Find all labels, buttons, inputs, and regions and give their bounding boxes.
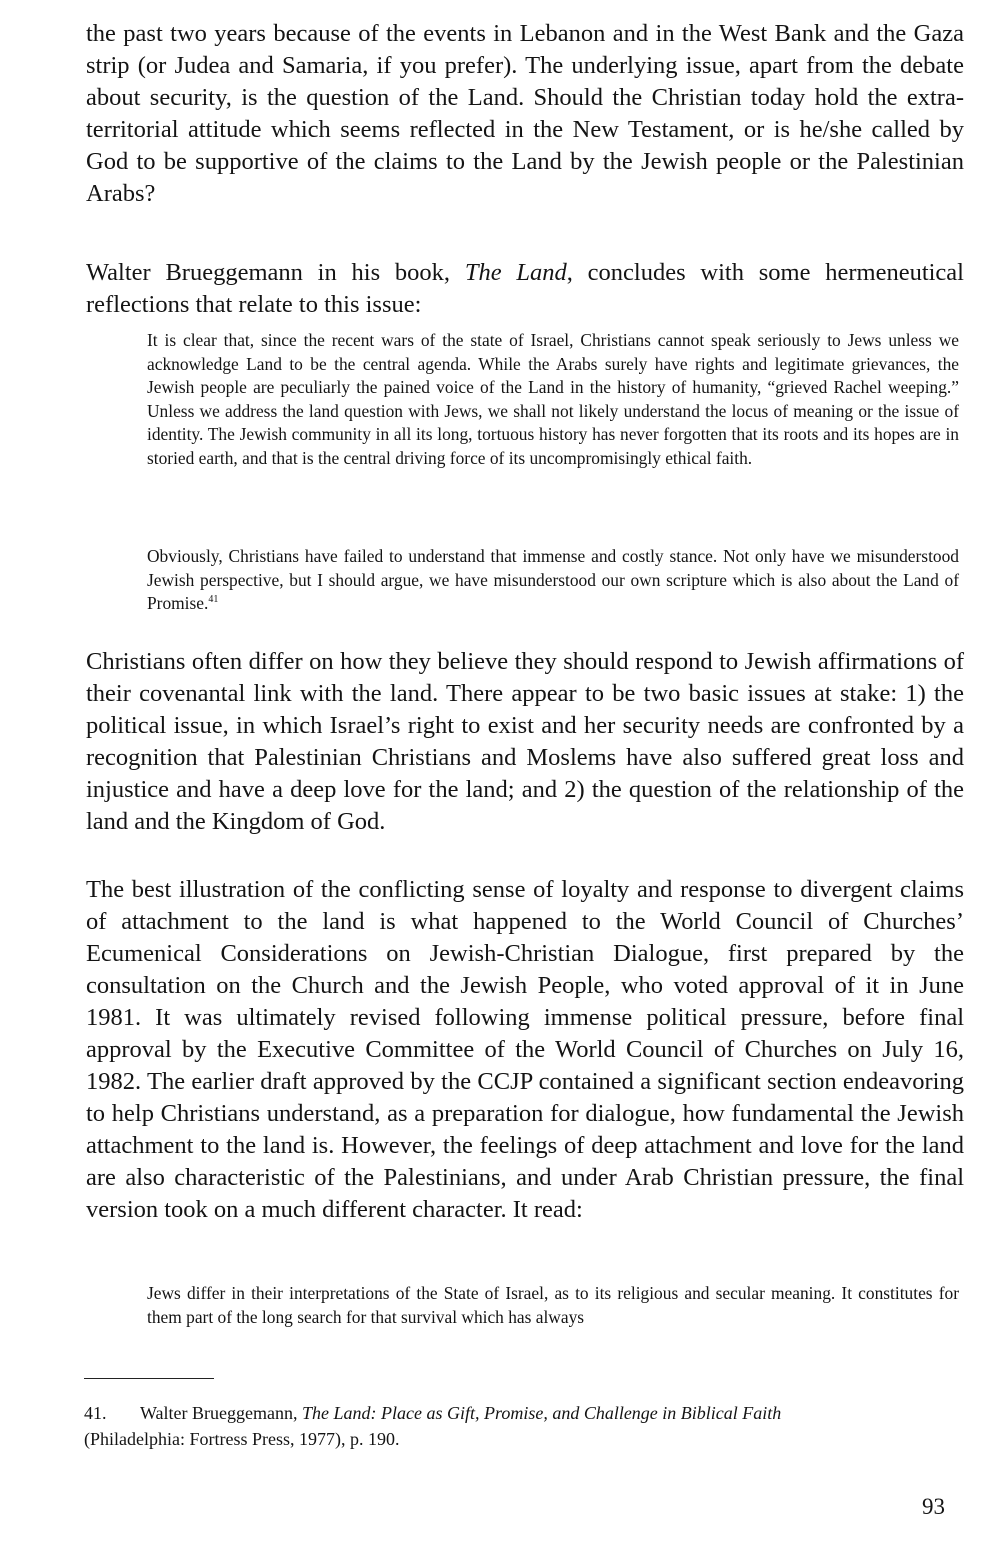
paragraph-text: The best illustration of the conflicting sense of loyalty and response to divergent claims of attachment to the land is what happened to the World Council of Churches’ Ecumenical Considerations on Jewish-Christian Dialogue, first prepared by the consultation on the Church and the Jewish People, who voted approval of it in June 1981. It was ultimately revised following immense political pressure, before final approval by the Executive Committee of the World Council of Churches on July 16, 1982. The earlier draft approved by the CCJP contained a significant section endeavoring to help Christians understand, as a preparation for dialogue, how fundamental the Jewish attachment to the land is. However, the feelings of deep attachment and love for the land are also characteristic of the Palestinians, and under Arab Christian pressure, the final version took on a much different character. It read: [86, 876, 964, 1223]
quote-text: Jews differ in their interpretations of the State of Israel, as to its religious and secular meaning. It constitutes for them part of the long search for that survival which has always [147, 1283, 959, 1327]
paragraph-text: Christians often differ on how they believe they should respond to Jewish affirmations of their covenantal link with the land. There appear to be two basic issues at stake: 1) the political issue, in which Israel’s right to exist and her security needs are confronted by a recognition that Palestinian Christians and Moslems have also suffered great loss and injustice and have a deep love for the land; and 2) the question of the relationship of the land and the Kingdom of God. [86, 648, 964, 835]
footnote-divider [84, 1378, 214, 1379]
body-paragraph-4 [86, 874, 964, 1226]
block-quote-3 [147, 1282, 959, 1329]
footnote-number: 41. [84, 1403, 107, 1423]
book-title: The Land [464, 259, 567, 286]
paragraph-rest: , concludes with some hermeneutical reflections that relate to this issue: [86, 259, 964, 318]
footnote [84, 1400, 964, 1452]
footnote-author: Walter Brueggemann, [140, 1403, 302, 1423]
paragraph-lead: Walter Brueggemann in his book, [86, 259, 465, 286]
body-paragraph-1 [86, 18, 964, 210]
quote-text: It is clear that, since the recent wars of the state of Israel, Christians cannot speak seriously to Jews unless we acknowledge Land to be the central agenda. While the Arabs surely have rights and legitimate grievances, the Jewish people are peculiarly the pained voice of the Land in the history of humanity, “grieved Rachel weeping.” Unless we address the land question with Jews, we shall not likely understand the locus of meaning or the issue of identity. The Jewish community in all its long, tortuous history has never forgotten that its roots and its hopes are in storied earth, and that is the central driving force of its uncompromisingly ethical faith. [147, 330, 959, 468]
quote-text [147, 545, 959, 616]
body-paragraph-3 [86, 646, 964, 838]
page-number: 93 [922, 1494, 945, 1519]
block-quote-2 [147, 545, 959, 616]
paragraph-text [86, 257, 964, 321]
footnote-reference: 41 [208, 594, 219, 606]
body-paragraph-2 [86, 257, 964, 321]
footnote-title: The Land: Place as Gift, Promise, and Challenge in Biblical Faith [302, 1403, 782, 1423]
block-quote-1 [147, 329, 959, 470]
paragraph-text: the past two years because of the events in Lebanon and in the West Bank and the Gaza strip (or Judea and Samaria, if you prefer). The underlying issue, apart from the debate about security, is the question of the Land. Should the Christian today hold the extra-territorial attitude which seems reflected in the New Testament, or is he/she called by God to be supportive of the claims to the Land by the Jewish people or the Palestinian Arabs? [86, 20, 964, 207]
footnote-publication: (Philadelphia: Fortress Press, 1977), p. 190. [84, 1429, 400, 1449]
quote-body: Obviously, Christians have failed to understand that immense and costly stance. Not only have we misunderstood Jewish perspective, but I should argue, we have misunderstood our own scripture which is also about the Land of Promise. [147, 546, 959, 613]
